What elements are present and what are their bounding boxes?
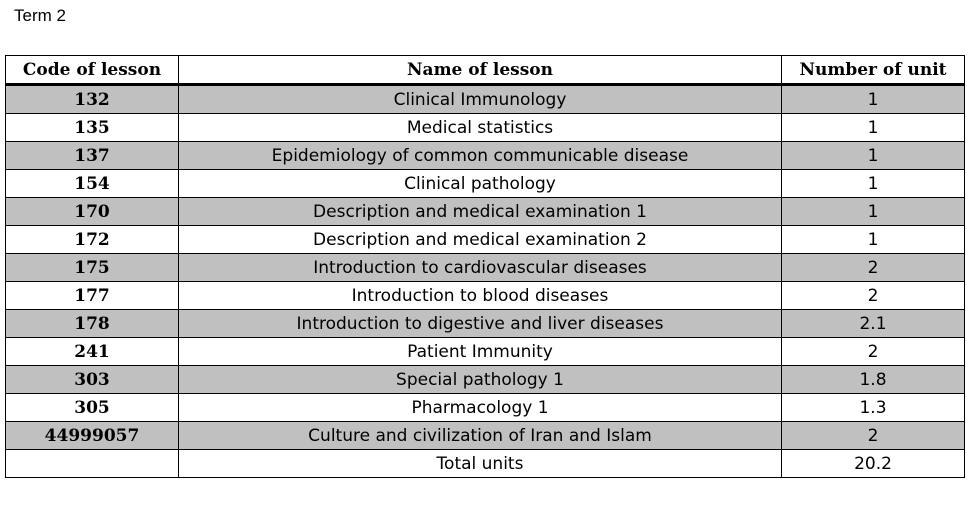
lesson-code-cell: 177 [6, 282, 179, 310]
table-row [6, 422, 965, 450]
table-row [6, 338, 965, 366]
lesson-code-cell: 137 [6, 142, 179, 170]
lesson-code-cell: 132 [6, 85, 179, 114]
lesson-units-cell: 1 [782, 226, 965, 254]
lesson-code-cell: 172 [6, 226, 179, 254]
lesson-code-cell: 175 [6, 254, 179, 282]
lesson-name-cell: Special pathology 1 [179, 366, 782, 394]
lesson-name-cell: Introduction to cardiovascular diseases [179, 254, 782, 282]
lesson-units-cell: 1 [782, 170, 965, 198]
table-row [6, 85, 965, 114]
lesson-name-cell: Clinical Immunology [179, 85, 782, 114]
lesson-units-cell: 1 [782, 198, 965, 226]
total-label: Total units [179, 450, 782, 478]
table-row [6, 310, 965, 338]
lesson-units-cell: 1 [782, 114, 965, 142]
lesson-code-cell: 135 [6, 114, 179, 142]
lesson-name-cell: Patient Immunity [179, 338, 782, 366]
lesson-code-cell: 44999057 [6, 422, 179, 450]
lessons-table [5, 55, 965, 478]
total-row [6, 450, 965, 478]
lesson-code-cell: 154 [6, 170, 179, 198]
lesson-name-cell: Clinical pathology [179, 170, 782, 198]
lesson-code-cell: 305 [6, 394, 179, 422]
table-row [6, 142, 965, 170]
table-body [6, 85, 965, 450]
lesson-name-cell: Culture and civilization of Iran and Islam [179, 422, 782, 450]
lesson-units-cell: 1.8 [782, 366, 965, 394]
lesson-units-cell: 2 [782, 338, 965, 366]
header-code: Code of lesson [6, 56, 179, 85]
header-units: Number of unit [782, 56, 965, 85]
lesson-name-cell: Introduction to blood diseases [179, 282, 782, 310]
header-row [6, 56, 965, 85]
lesson-name-cell: Description and medical examination 1 [179, 198, 782, 226]
lesson-name-cell: Pharmacology 1 [179, 394, 782, 422]
table-row [6, 254, 965, 282]
lesson-units-cell: 1.3 [782, 394, 965, 422]
lesson-code-cell: 303 [6, 366, 179, 394]
lesson-units-cell: 2 [782, 282, 965, 310]
table-row [6, 170, 965, 198]
lesson-code-cell: 241 [6, 338, 179, 366]
lesson-name-cell: Medical statistics [179, 114, 782, 142]
lesson-units-cell: 2 [782, 422, 965, 450]
term-title: Term 2 [14, 6, 66, 25]
lesson-units-cell: 1 [782, 142, 965, 170]
table-row [6, 366, 965, 394]
table-row [6, 226, 965, 254]
header-name: Name of lesson [179, 56, 782, 85]
table-row [6, 198, 965, 226]
total-code-cell [6, 450, 179, 478]
lesson-name-cell: Description and medical examination 2 [179, 226, 782, 254]
lesson-code-cell: 178 [6, 310, 179, 338]
lesson-code-cell: 170 [6, 198, 179, 226]
table-row [6, 394, 965, 422]
table-row [6, 282, 965, 310]
total-units: 20.2 [782, 450, 965, 478]
lesson-name-cell: Introduction to digestive and liver diseases [179, 310, 782, 338]
lesson-name-cell: Epidemiology of common communicable disease [179, 142, 782, 170]
table-row [6, 114, 965, 142]
lesson-units-cell: 2.1 [782, 310, 965, 338]
lesson-units-cell: 1 [782, 85, 965, 114]
lesson-units-cell: 2 [782, 254, 965, 282]
